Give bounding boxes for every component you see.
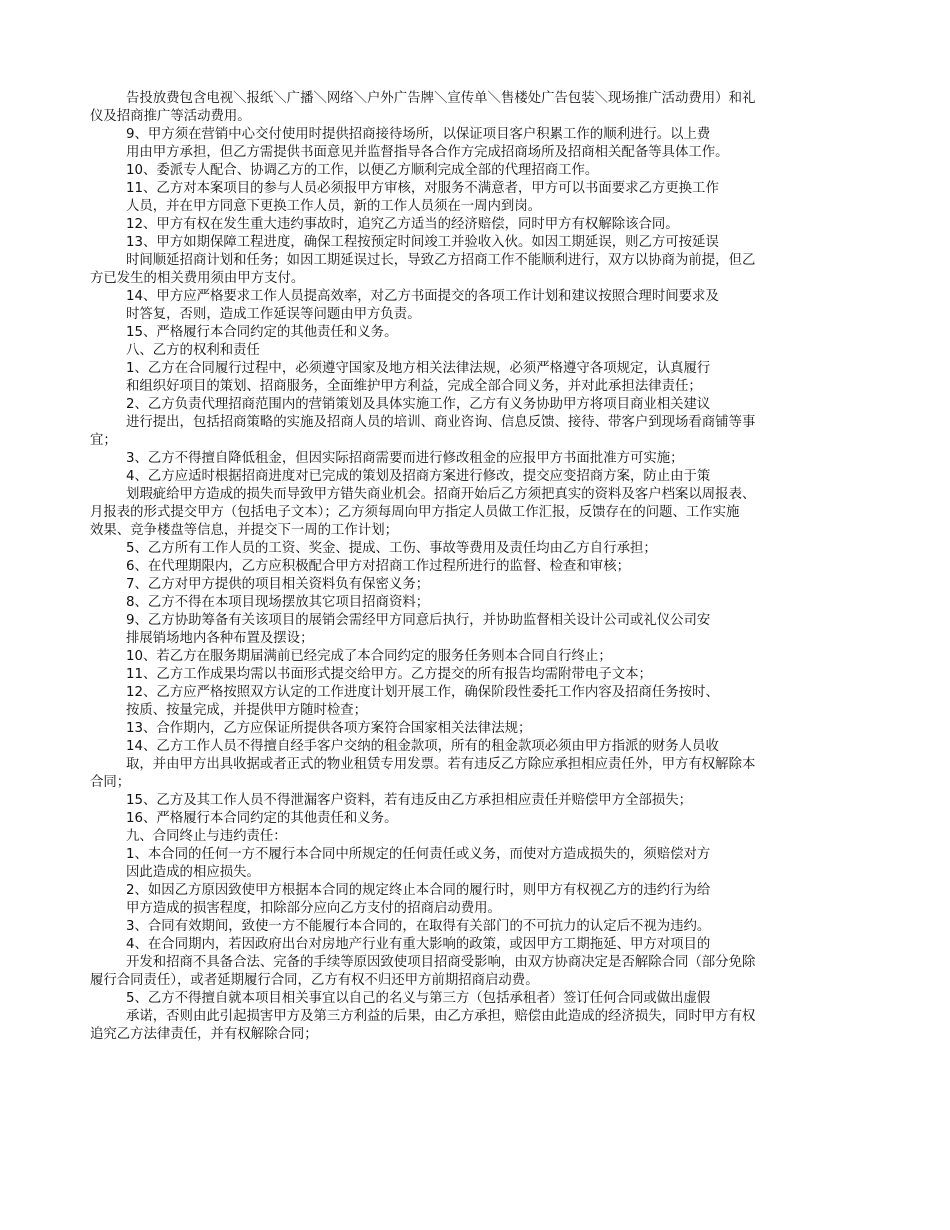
section-heading: 八、乙方的权利和责任 (126, 343, 260, 358)
text-line: 月报表的形式提交甲方（包括电子文本）；乙方须每周向甲方指定人员做工作汇报，反馈存在的问题、工作实施 (90, 505, 740, 520)
text-line: 2、如因乙方原因致使甲方根据本合同的规定终止本合同的履行时，则甲方有权视乙方的违约行为给 (126, 883, 711, 898)
text-line: 因此造成的相应损失。 (126, 865, 260, 880)
text-line: 划瑕疵给甲方造成的损失而导致甲方错失商业机会。招商开始后乙方须把真实的资料及客户档案以周报表、 (126, 487, 756, 502)
text-line: 5、乙方所有工作人员的工资、奖金、提成、工伤、事故等费用及责任均由乙方自行承担； (126, 541, 657, 556)
text-line: 追究乙方法律责任，并有权解除合同； (90, 1027, 318, 1042)
text-line: 12、甲方有权在发生重大违约事故时，追究乙方适当的经济赔偿，同时甲方有权解除该合同。 (126, 217, 679, 232)
text-line: 开发和招商不具备合法、完备的手续等原因致使项目招商受影响，由双方协商决定是否解除合同（部分免除 (126, 955, 756, 970)
text-line: 方已发生的相关费用须由甲方支付。 (90, 271, 305, 286)
text-line: 告投放费包含电视＼报纸＼广播＼网络＼户外广告牌＼宣传单＼售楼处广告包装＼现场推广活动费用）和礼 (126, 91, 756, 106)
text-line: 6、在代理期限内，乙方应积极配合甲方对招商工作过程所进行的监督、检查和审核； (126, 559, 630, 574)
text-line: 甲方造成的损害程度，扣除部分应向乙方支付的招商启动费用。 (126, 901, 501, 916)
text-line: 1、本合同的任何一方不履行本合同中所规定的任何责任或义务，而使对方造成损失的，须赔偿对方 (126, 847, 711, 862)
text-line: 13、合作期内，乙方应保证所提供各项方案符合国家相关法律法规； (126, 721, 532, 736)
text-line: 宜； (90, 433, 117, 448)
text-line: 效果、竞争楼盘等信息，并提交下一周的工作计划； (90, 523, 398, 538)
text-line: 16、严格履行本合同约定的其他责任和义务。 (126, 811, 398, 826)
text-line: 排展销场地内各种布置及摆设； (126, 631, 314, 646)
text-line: 9、乙方协助筹备有关该项目的展销会需经甲方同意后执行，并协助监督相关设计公司或礼仪公司安 (126, 613, 711, 628)
text-line: 承诺，否则由此引起损害甲方及第三方利益的后果，由乙方承担，赔偿由此造成的经济损失，同时甲方有权 (126, 1009, 756, 1024)
text-line: 5、乙方不得擅自就本项目相关事宜以自己的名义与第三方（包括承租者）签订任何合同或做出虚假 (126, 991, 711, 1006)
text-line: 4、乙方应适时根据招商进度对已完成的策划及招商方案进行修改，提交应变招商方案，防止由于策 (126, 469, 711, 484)
text-line: 进行提出，包括招商策略的实施及招商人员的培训、商业咨询、信息反馈、接待、带客户到现场看商铺等事 (126, 415, 756, 430)
text-line: 7、乙方对甲方提供的项目相关资料负有保密义务； (126, 577, 430, 592)
text-line: 8、乙方不得在本项目现场摆放其它项目招商资料； (126, 595, 430, 610)
text-line: 15、乙方及其工作人员不得泄漏客户资料，若有违反由乙方承担相应责任并赔偿甲方全部损失； (126, 793, 693, 808)
text-line: 时答复，否则，造成工作延误等问题由甲方负责。 (126, 307, 421, 322)
text-line: 合同； (90, 775, 131, 790)
text-line: 10、若乙方在服务期届满前已经完成了本合同约定的服务任务则本合同自行终止； (126, 649, 612, 664)
text-line: 时间顺延招商计划和任务；如因工期延误过长，导致乙方招商工作不能顺利进行，双方以协商为前提，但乙 (126, 253, 756, 268)
text-line: 14、甲方应严格要求工作人员提高效率，对乙方书面提交的各项工作计划和建议按照合理时间要求及 (126, 289, 719, 304)
text-line: 13、甲方如期保障工程进度，确保工程按预定时间竣工并验收入伙。如因工期延误，则乙方可按延误 (126, 235, 719, 250)
text-line: 1、乙方在合同履行过程中，必须遵守国家及地方相关法律法规，必须严格遵守各项规定，认真履行 (126, 361, 711, 376)
text-line: 3、乙方不得擅自降低租金，但因实际招商需要而进行修改租金的应报甲方书面批准方可实施； (126, 451, 684, 466)
text-line: 11、乙方工作成果均需以书面形式提交给甲方。乙方提交的所有报告均需附带电子文本； (126, 667, 652, 682)
text-line: 9、甲方须在营销中心交付使用时提供招商接待场所，以保证项目客户积累工作的顺利进行。以上费 (126, 127, 711, 142)
text-line: 履行合同责任），或者延期履行合同，乙方有权不归还甲方前期招商启动费。 (90, 973, 539, 988)
text-line: 4、在合同期内，若因政府出台对房地产行业有重大影响的政策，或因甲方工期拖延、甲方对项目的 (126, 937, 711, 952)
text-line: 仪及招商推广等活动费用。 (90, 109, 251, 124)
text-line: 按质、按量完成，并提供甲方随时检查； (126, 703, 368, 718)
text-line: 15、严格履行本合同约定的其他责任和义务。 (126, 325, 398, 340)
text-line: 取，并由甲方出具收据或者正式的物业租赁专用发票。若有违反乙方除应承担相应责任外，甲方有权解除本 (126, 757, 756, 772)
text-line: 14、乙方工作人员不得擅自经手客户交纳的租金款项，所有的租金款项必须由甲方指派的财务人员收 (126, 739, 719, 754)
text-line: 和组织好项目的策划、招商服务，全面维护甲方利益，完成全部合同义务，并对此承担法律责任； (126, 379, 702, 394)
text-line: 11、乙方对本案项目的参与人员必须报甲方审核，对服务不满意者，甲方可以书面要求乙方更换工作 (126, 181, 719, 196)
section-heading: 九、合同终止与违约责任： (126, 829, 287, 844)
text-line: 人员，并在甲方同意下更换工作人员，新的工作人员须在一周内到岗。 (126, 199, 542, 214)
text-line: 用由甲方承担，但乙方需提供书面意见并监督指导各合作方完成招商场所及招商相关配备等具体工作。 (126, 145, 729, 160)
text-line: 2、乙方负责代理招商范围内的营销策划及具体实施工作，乙方有义务协助甲方将项目商业相关建议 (126, 397, 711, 412)
text-line: 3、合同有效期间，致使一方不能履行本合同的，在取得有关部门的不可抗力的认定后不视为违约。 (126, 919, 711, 934)
text-line: 10、委派专人配合、协调乙方的工作，以便乙方顺利完成全部的代理招商工作。 (126, 163, 599, 178)
text-line: 12、乙方应严格按照双方认定的工作进度计划开展工作，确保阶段性委托工作内容及招商任务按时、 (126, 685, 719, 700)
